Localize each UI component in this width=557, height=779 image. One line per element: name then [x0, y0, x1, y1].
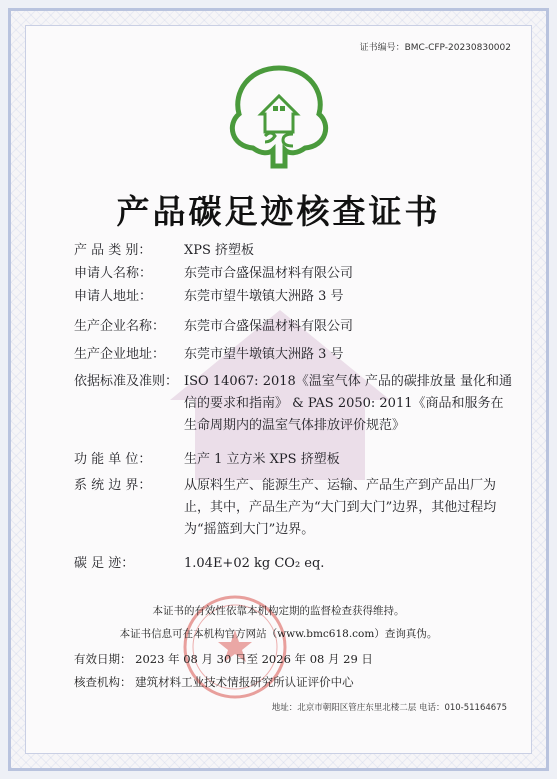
verification-body: 核查机构： 建筑材料工业技术情报研究所认证评价中心 — [74, 675, 354, 689]
notice-online-verification: 本证书信息可在本机构官方网站（www.bmc618.com）查询真伪。 — [119, 628, 438, 640]
certificate-number: 证书编号：BMC-CFP-20230830002 — [359, 43, 511, 53]
notice-validity-maintenance: 本证书的有效性依靠本机构定期的监督检查获得维持。 — [152, 605, 405, 617]
certification-logo-icon — [221, 62, 337, 172]
certificate-title: 产品碳足迹核查证书 — [116, 192, 441, 231]
validity-dates: 有效日期： 2023 年 08 月 30 日至 2026 年 08 月 29 日 — [74, 652, 373, 666]
footer-address: 地址：北京市朝阳区管庄东里北楼二层 电话：010-51164675 — [271, 703, 507, 713]
